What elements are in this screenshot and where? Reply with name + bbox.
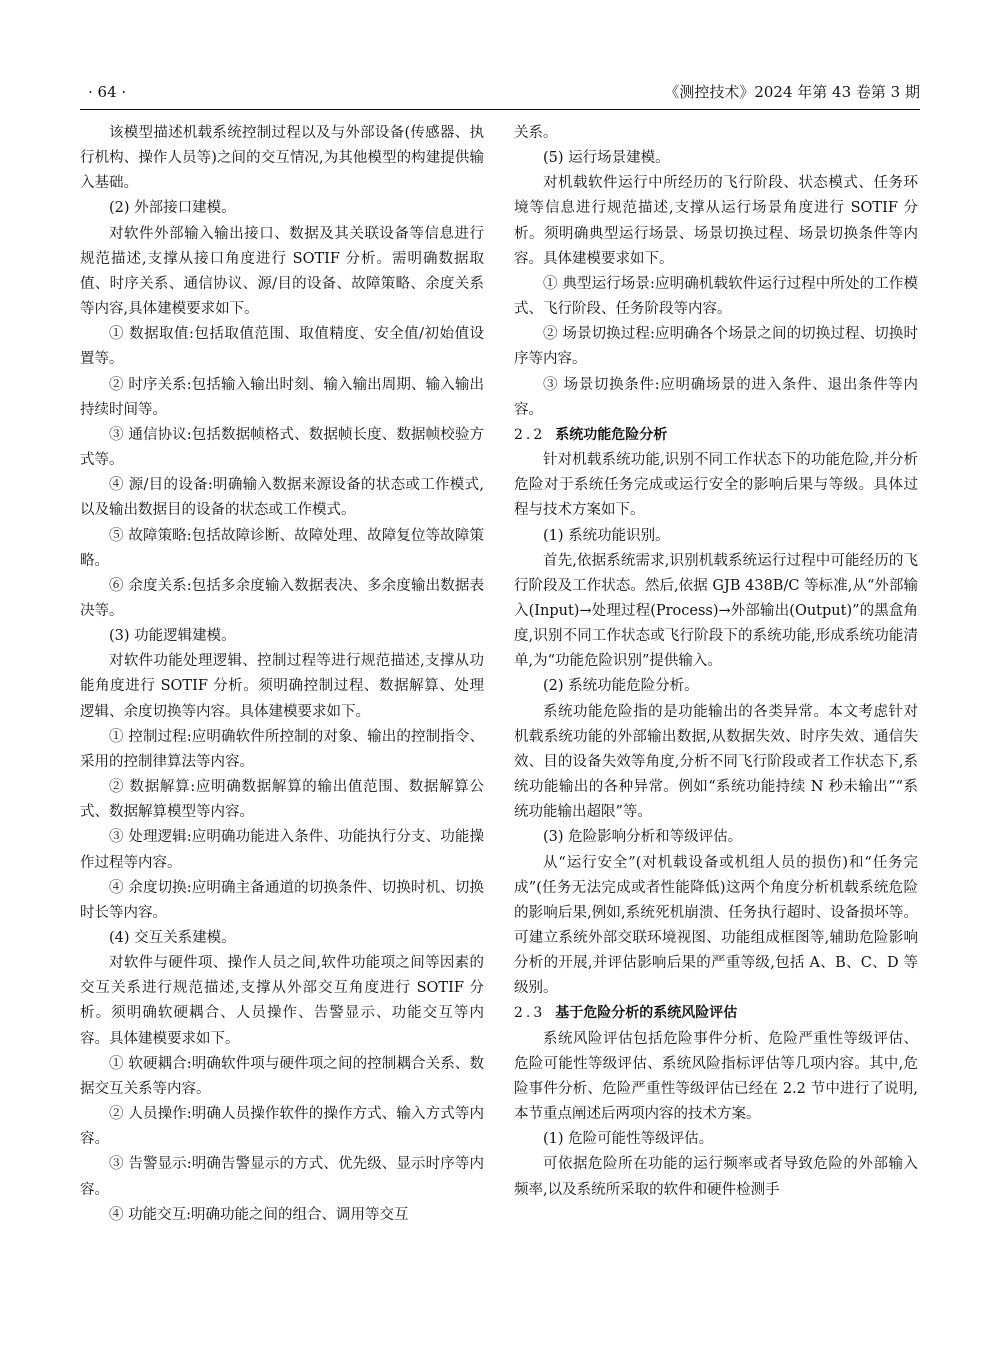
paragraph: (3) 功能逻辑建模。 <box>109 628 236 645</box>
paragraph: (3) 危险影响分析和等级评估。 <box>543 829 743 846</box>
paragraph: (4) 交互关系建模。 <box>109 930 236 946</box>
paragraph: (1) 危险可能性等级评估。 <box>543 1131 714 1148</box>
section-heading <box>514 423 918 448</box>
paragraph: 对机载软件运行中所经历的飞行阶段、状态模式、任务环境等信息进行规范描述,支撑从运行场景角度进行 SOTIF 分析。须明确典型运行场景、场景切换过程、场景切换条件等内容。具体建模要求如下。 <box>514 175 918 267</box>
paragraph: ② 场景切换过程:应明确各个场景之间的切换过程、切换时序等内容。 <box>514 326 918 368</box>
section-heading <box>514 1001 918 1026</box>
paragraph: ① 典型运行场景:应明确机载软件运行过程中所处的工作模式、飞行阶段、任务阶段等内容。 <box>514 275 918 318</box>
left-column <box>80 121 484 1228</box>
paragraph: (2) 外部接口建模。 <box>109 200 236 217</box>
paragraph: 针对机载系统功能,识别不同工作状态下的功能危险,并分析危险对于系统任务完成或运行安全的影响后果与等级。具体过程与技术方案如下。 <box>514 452 918 519</box>
section-number: 2.3 <box>514 1005 546 1022</box>
paragraph: 系统功能危险指的是功能输出的各类异常。本文考虑针对机载系统功能的外部输出数据,从数据失效、时序失效、通信失效、目的设备失效等角度,分析不同飞行阶段或者工作状态下,系统功能输出的各种异常。例如“系统功能持续 N 秒未输出”“系统功能输出超限”等。 <box>514 703 918 821</box>
paragraph: 对软件与硬件项、操作人员之间,软件功能项之间等因素的交互关系进行规范描述,支撑从外部交互角度进行 SOTIF 分析。须明确软硬耦合、人员操作、告警显示、功能交互等内容。具体建模要求如下。 <box>80 955 484 1047</box>
page-header <box>80 80 920 104</box>
paragraph: ③ 告警显示:明确告警显示的方式、优先级、显示时序等内容。 <box>80 1156 484 1198</box>
paragraph: (2) 系统功能危险分析。 <box>543 678 699 695</box>
right-column <box>514 121 918 1203</box>
header-rule <box>80 109 920 110</box>
paragraph: ① 软硬耦合:明确软件项与硬件项之间的控制耦合关系、数据交互关系等内容。 <box>80 1055 484 1097</box>
paragraph: ④ 功能交互:明确功能之间的组合、调用等交互 <box>109 1206 409 1223</box>
paragraph: ② 人员操作:明确人员操作软件的操作方式、输入方式等内容。 <box>80 1106 484 1148</box>
paragraph: 可依据危险所在功能的运行频率或者导致危险的外部输入频率,以及系统所采取的软件和硬件检测手 <box>514 1156 918 1198</box>
paragraph: 关系。 <box>514 125 558 141</box>
paragraph: 对软件功能处理逻辑、控制过程等进行规范描述,支撑从功能角度进行 SOTIF 分析。须明确控制过程、数据解算、处理逻辑、余度切换等内容。具体建模要求如下。 <box>80 653 484 720</box>
paragraph: ⑥ 余度关系:包括多余度输入数据表决、多余度输出数据表决等。 <box>80 577 484 619</box>
page-number: · 64 · <box>88 83 127 101</box>
paragraph: (1) 系统功能识别。 <box>543 527 670 544</box>
paragraph: 系统风险评估包括危险事件分析、危险严重性等级评估、危险可能性等级评估、系统风险指标评估等几项内容。其中,危险事件分析、危险严重性等级评估已经在 2.2 节中进行了说明,本节重点阐述后两项内容的技术方案。 <box>514 1030 918 1123</box>
paragraph: ③ 场景切换条件:应明确场景的进入条件、退出条件等内容。 <box>514 376 918 418</box>
paragraph: ① 数据取值:包括取值范围、取值精度、安全值/初始值设置等。 <box>80 326 484 368</box>
paragraph: ⑤ 故障策略:包括故障诊断、故障处理、故障复位等故障策略。 <box>80 527 484 569</box>
paragraph: ③ 通信协议:包括数据帧格式、数据帧长度、数据帧校验方式等。 <box>80 426 484 469</box>
journal-title: 《测控技术》2024 年第 43 卷第 3 期 <box>664 83 920 101</box>
section-title: 基于危险分析的系统风险评估 <box>555 1005 738 1022</box>
paragraph: 从“运行安全”(对机载设备或机组人员的损伤)和“任务完成”(任务无法完成或者性能降低)这两个角度分析机载系统危险的影响后果,例如,系统死机崩溃、任务执行超时、设备损坏等。可建立系统外部交联环境视图、功能组成框图等,辅助危险影响分析的开展,并评估影响后果的严重等级,包括 A、B、C、D 等级别。 <box>514 854 918 997</box>
paragraph: ② 数据解算:应明确数据解算的输出值范围、数据解算公式、数据解算模型等内容。 <box>80 779 484 821</box>
section-number: 2.2 <box>514 426 546 443</box>
paragraph: ① 控制过程:应明确软件所控制的对象、输出的控制指令、采用的控制律算法等内容。 <box>80 728 484 770</box>
paragraph: ③ 处理逻辑:应明确功能进入条件、功能执行分支、功能操作过程等内容。 <box>80 829 484 871</box>
paragraph: ④ 余度切换:应明确主备通道的切换条件、切换时机、切换时长等内容。 <box>80 879 484 921</box>
paragraph: 该模型描述机载系统控制过程以及与外部设备(传感器、执行机构、操作人员等)之间的交互情况,为其他模型的构建提供输入基础。 <box>80 125 484 192</box>
section-title: 系统功能危险分析 <box>555 426 668 443</box>
paragraph: (5) 运行场景建模。 <box>543 150 670 167</box>
paragraph: ④ 源/目的设备:明确输入数据来源设备的状态或工作模式,以及输出数据目的设备的状态或工作模式。 <box>80 477 484 519</box>
paragraph: ② 时序关系:包括输入输出时刻、输入输出周期、输入输出持续时间等。 <box>80 376 484 418</box>
paragraph: 对软件外部输入输出接口、数据及其关联设备等信息进行规范描述,支撑从接口角度进行 SOTIF 分析。需明确数据取值、时序关系、通信协议、源/目的设备、故障策略、余度关系等内容,具体建模要求如下。 <box>80 225 484 318</box>
paragraph: 首先,依据系统需求,识别机载系统运行过程中可能经历的飞行阶段及工作状态。然后,依据 GJB 438B/C 等标准,从“外部输入(Input)→处理过程(Process)→外部输出(Output)”的黑盒角度,识别不同工作状态或飞行阶段下的系统功能,形成系统功能清单,为“功能危险识别”提供输入。 <box>514 552 918 670</box>
